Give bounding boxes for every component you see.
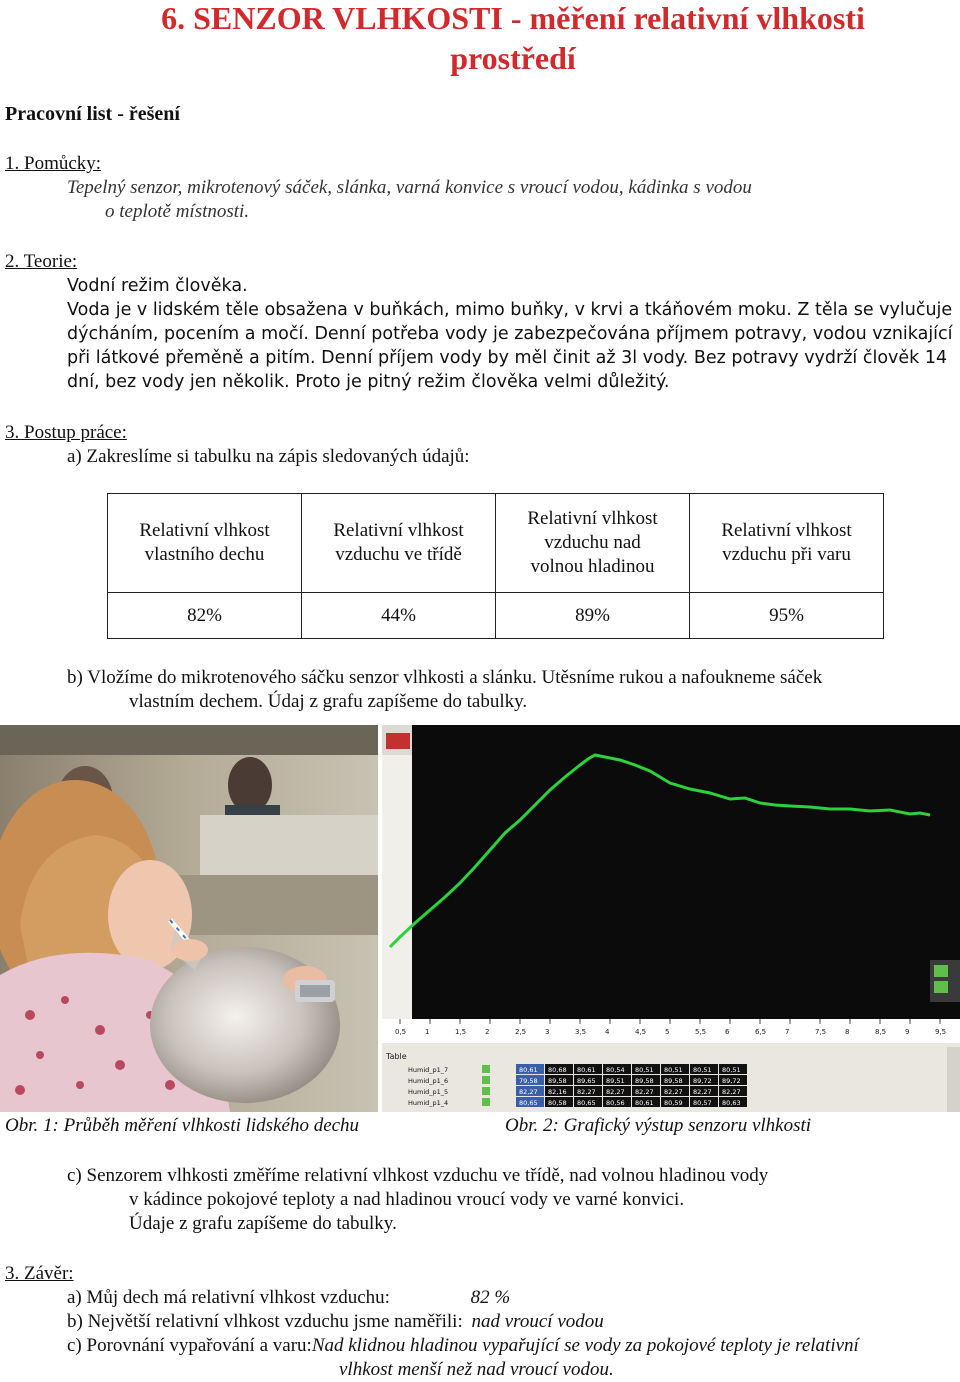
- channel-color-swatch[interactable]: [482, 1087, 490, 1095]
- table-cell-value: 89,58: [548, 1077, 567, 1085]
- axis-tick-label: 9: [905, 1028, 910, 1036]
- axis-tick-label: 0,5: [395, 1028, 407, 1036]
- conclusion-b-label: b) Největší relativní vlhkost vzduchu jsme naměřili:: [67, 1311, 463, 1332]
- channel-color-swatch[interactable]: [482, 1076, 490, 1084]
- table-cell-value: 80,58: [548, 1099, 567, 1107]
- axis-tick-label: 7,5: [815, 1028, 827, 1036]
- table-cell-value: 80,65: [519, 1099, 538, 1107]
- axis-tick-label: 6: [725, 1028, 730, 1036]
- axis-tick-label: 2: [485, 1028, 490, 1036]
- conclusion-c-label: c) Porovnání vypařování a varu:: [67, 1335, 312, 1356]
- conclusion-heading: [5, 1262, 74, 1286]
- sensor-channel-name: Humid_p1_5: [408, 1088, 449, 1096]
- green-button-icon[interactable]: [934, 981, 948, 993]
- step-b-line1: b) Vložíme do mikrotenového sáčku senzor vlhkosti a slánku. Utěsníme rukou a nafoukneme sáček: [67, 667, 823, 688]
- axis-tick-label: 1: [425, 1028, 430, 1036]
- axis-tick-label: 1,5: [455, 1028, 467, 1036]
- table-cell-value: 80,65: [577, 1099, 596, 1107]
- table-cell-value: 80,56: [606, 1099, 625, 1107]
- sensor-channel-name: Humid_p1_7: [408, 1066, 449, 1074]
- table-cell-value: 80,61: [635, 1099, 654, 1107]
- table-cell-value: 80,57: [693, 1099, 712, 1107]
- table-cell-value: 82,27: [693, 1088, 712, 1096]
- axis-tick-label: 4,5: [635, 1028, 647, 1036]
- table-cell-value: 79,58: [519, 1077, 538, 1085]
- sensor-channel-name: Humid_p1_6: [408, 1077, 449, 1085]
- table-cell-value: 82,27: [722, 1088, 741, 1096]
- red-toolbar-icon[interactable]: [386, 733, 410, 749]
- conclusion-a: [67, 1286, 510, 1310]
- conclusion-heading-text: 3. Závěr:: [5, 1263, 74, 1284]
- section1-text-line1: Tepelný senzor, mikrotenový sáček, slánka, varná konvice s vroucí vodou, kádinka s vodou: [67, 177, 752, 198]
- step-c-line3: Údaje z grafu zapíšeme do tabulky.: [129, 1213, 397, 1234]
- table-cell-value: 80,59: [664, 1099, 683, 1107]
- sensor-graph-window: [382, 725, 960, 1112]
- table-cell-value: 89,72: [693, 1077, 712, 1085]
- figure1-caption: Obr. 1: Průběh měření vlhkosti lidského dechu: [5, 1115, 360, 1136]
- graph-plot-area: [412, 725, 960, 1019]
- conclusion-c-value-line2: vlhkost menší než nad vroucí vodou.: [339, 1359, 614, 1380]
- header-text: vzduchu nad: [544, 532, 641, 553]
- table-cell-value: 89,65: [577, 1077, 596, 1085]
- table-value-cell: 89%: [496, 593, 690, 639]
- conclusion-c-value-line1: Nad klidnou hladinou vypařující se vody za pokojové teploty je relativní: [311, 1335, 859, 1356]
- green-button-icon[interactable]: [934, 965, 948, 977]
- axis-tick-label: 5: [665, 1028, 670, 1036]
- table-cell-value: 82,27: [519, 1088, 538, 1096]
- table-cell-value: 82,27: [606, 1088, 625, 1096]
- header-text: Relativní vlhkost: [721, 520, 852, 541]
- figure2-caption: Obr. 2: Grafický výstup senzoru vlhkosti: [505, 1115, 812, 1136]
- conclusion-b-value: nad vroucí vodou: [471, 1311, 604, 1332]
- page-title-line2: prostředí: [450, 40, 576, 76]
- header-text: vlastního dechu: [144, 544, 265, 565]
- table-cell-value: 82,27: [635, 1088, 654, 1096]
- axis-tick-label: 3: [545, 1028, 550, 1036]
- table-cell-value: 80,61: [577, 1066, 596, 1074]
- axis-tick-label: 2,5: [515, 1028, 527, 1036]
- axis-tick-label: 9,5: [935, 1028, 947, 1036]
- theory-line3: při látkové přeměně a pitím. Denní příjem vody by měl činit až 3l vody. Bez potravy vydrží člověk 14: [67, 348, 948, 368]
- theory-line2: dýcháním, pocením a močí. Denní potřeba vody je zabezpečována příjmem potravy, vodou vznikající: [67, 324, 953, 344]
- table-value-cell: 82%: [108, 593, 302, 639]
- table-cell-value: 80,51: [635, 1066, 654, 1074]
- axis-tick-label: 8,5: [875, 1028, 887, 1036]
- table-cell-value: 80,68: [548, 1066, 567, 1074]
- section2-heading: [5, 250, 77, 274]
- theory-line0: Vodní režim člověka.: [67, 276, 248, 296]
- photo-illustration: [0, 725, 378, 1112]
- axis-tick-label: 3,5: [575, 1028, 587, 1036]
- axis-tick-label: 8: [845, 1028, 850, 1036]
- table-header-row: [108, 494, 884, 593]
- table-header-cell: [302, 494, 496, 593]
- axis-tick-label: 6,5: [755, 1028, 767, 1036]
- table-cell-value: 82,16: [548, 1088, 567, 1096]
- step-c-line2: v kádince pokojové teploty a nad hladinou vroucí vody ve varné konvici.: [129, 1189, 685, 1210]
- channel-color-swatch[interactable]: [482, 1098, 490, 1106]
- table-value-cell: 95%: [690, 593, 884, 639]
- time-axis: [382, 1019, 960, 1043]
- table-cell-value: 82,27: [577, 1088, 596, 1096]
- header-text: Relativní vlhkost: [527, 508, 658, 529]
- conclusion-a-label: a) Můj dech má relativní vlhkost vzduchu:: [67, 1287, 390, 1308]
- table-cell-value: 80,51: [722, 1066, 741, 1074]
- axis-tick-label: 4: [605, 1028, 610, 1036]
- table-value-cell: 44%: [302, 593, 496, 639]
- step-b-line2: vlastním dechem. Údaj z grafu zapíšeme do tabulky.: [129, 691, 528, 712]
- table-values-row: [108, 593, 884, 639]
- theory-line1: Voda je v lidském těle obsažena v buňkách, mimo buňky, v krvi a tkáňovém moku. Z těla se vylučuje: [67, 300, 953, 320]
- section1-heading: [5, 152, 101, 176]
- theory-line4: dní, bez vody jen několik. Proto je pitný režim člověka velmi důležitý.: [67, 372, 670, 392]
- axis-tick-label: 5,5: [695, 1028, 707, 1036]
- conclusion-b: [67, 1310, 604, 1334]
- section3-heading-text: 3. Postup práce:: [5, 422, 127, 443]
- table-cell-value: 80,51: [693, 1066, 712, 1074]
- header-text: Relativní vlhkost: [139, 520, 270, 541]
- header-text: volnou hladinou: [530, 556, 655, 577]
- sensor-channel-name: Humid_p1_4: [408, 1099, 449, 1107]
- channel-color-swatch[interactable]: [482, 1065, 490, 1073]
- table-cell-value: 82,27: [664, 1088, 683, 1096]
- table-cell-value: 89,51: [606, 1077, 625, 1085]
- header-text: Relativní vlhkost: [333, 520, 464, 541]
- conclusion-c: [67, 1334, 859, 1358]
- table-header-cell: [496, 494, 690, 593]
- table-header-cell: [690, 494, 884, 593]
- table-cell-value: 80,51: [664, 1066, 683, 1074]
- section3-heading: [5, 421, 127, 445]
- step-a-text: a) Zakreslíme si tabulku na zápis sledovaných údajů:: [67, 446, 470, 467]
- worksheet-subtitle: Pracovní list - řešení: [5, 103, 180, 125]
- step-c-line1: c) Senzorem vlhkosti změříme relativní vlhkost vzduchu ve třídě, nad volnou hladinou vody: [67, 1165, 769, 1186]
- photo-student-blowing-bag: [0, 725, 378, 1112]
- table-header-cell: [108, 494, 302, 593]
- table-cell-value: 89,58: [635, 1077, 654, 1085]
- sensor-software-screenshot: [382, 725, 960, 1112]
- conclusion-a-value: 82 %: [470, 1287, 511, 1308]
- table-scrollbar[interactable]: [947, 1047, 960, 1112]
- section1-heading-text: 1. Pomůcky:: [5, 153, 102, 174]
- header-text: vzduchu při varu: [722, 544, 851, 565]
- table-cell-value: 80,61: [519, 1066, 538, 1074]
- table-cell-value: 89,58: [664, 1077, 683, 1085]
- table-cell-value: 89,72: [722, 1077, 741, 1085]
- axis-tick-label: 7: [785, 1028, 790, 1036]
- results-table: [107, 493, 884, 639]
- table-cell-value: 80,54: [606, 1066, 625, 1074]
- table-panel-label: Table: [386, 1052, 407, 1061]
- page-title-line1: 6. SENZOR VLHKOSTI - měření relativní vlhkosti: [161, 0, 865, 36]
- section2-heading-text: 2. Teorie:: [5, 251, 78, 272]
- section1-text-line2: o teplotě místnosti.: [105, 201, 250, 222]
- header-text: vzduchu ve třídě: [335, 544, 462, 565]
- table-cell-value: 80,63: [722, 1099, 741, 1107]
